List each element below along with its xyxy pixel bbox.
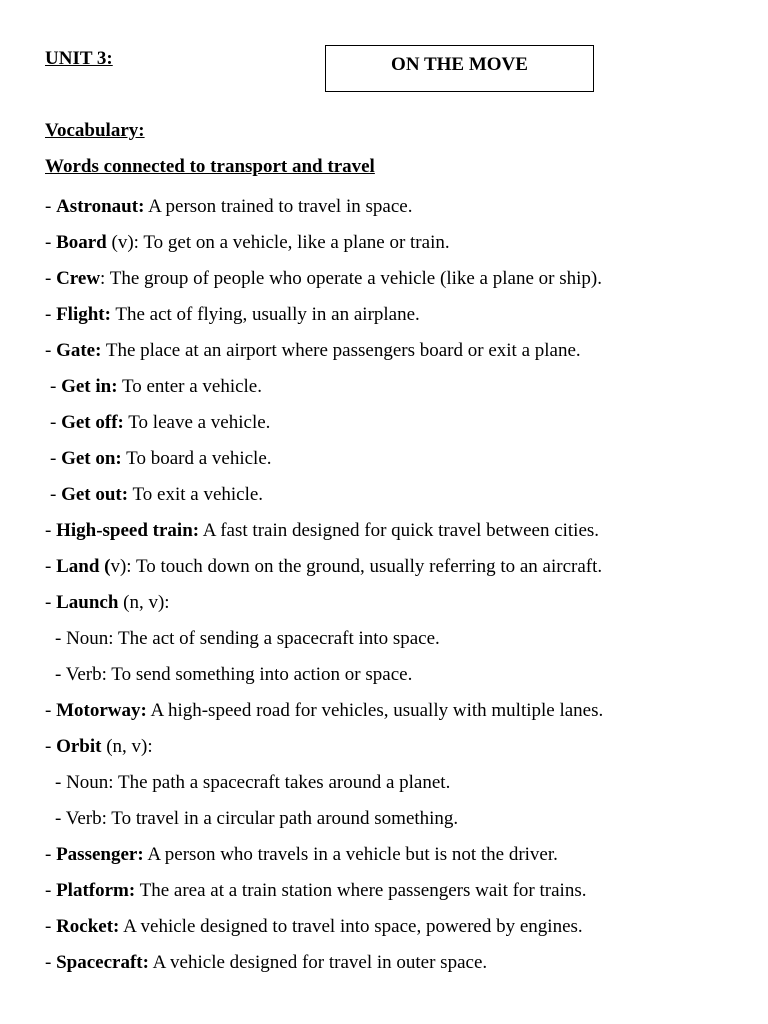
- vocab-subentry: - Noun: The act of sending a spacecraft into space.: [55, 628, 440, 649]
- vocab-entry: - Get on: To board a vehicle.: [50, 448, 272, 469]
- vocab-definition: Verb: To send something into action or space.: [65, 664, 413, 685]
- vocab-term: Spacecraft:: [56, 952, 149, 973]
- vocab-entry: - Get off: To leave a vehicle.: [50, 412, 271, 433]
- vocab-entry: - Board (v): To get on a vehicle, like a plane or train.: [45, 232, 450, 253]
- vocab-definition: v): To touch down on the ground, usually referring to an aircraft.: [110, 556, 603, 577]
- vocab-entry: - Passenger: A person who travels in a vehicle but is not the driver.: [45, 844, 558, 865]
- unit-label: UNIT 3:: [45, 48, 113, 69]
- vocab-term: Orbit: [56, 736, 102, 757]
- vocab-term: Get out:: [61, 484, 129, 505]
- vocab-term: Platform:: [56, 880, 136, 901]
- vocab-term: Gate:: [56, 340, 102, 361]
- section-heading: Vocabulary:: [45, 120, 145, 141]
- vocab-entry: - Platform: The area at a train station where passengers wait for trains.: [45, 880, 587, 901]
- vocab-entry: - Get out: To exit a vehicle.: [50, 484, 264, 505]
- vocab-entry: - Flight: The act of flying, usually in an airplane.: [45, 304, 420, 325]
- vocab-term: High-speed train:: [56, 520, 200, 541]
- vocab-term: Astronaut:: [56, 196, 145, 217]
- vocabulary-list: [45, 189, 745, 981]
- vocab-entry: - Gate: The place at an airport where passengers board or exit a plane.: [45, 340, 581, 361]
- vocab-definition: To board a vehicle.: [121, 448, 272, 469]
- vocab-term: Get on:: [61, 448, 122, 469]
- vocab-term: Board: [56, 232, 112, 253]
- vocab-entry: - Crew: The group of people who operate a vehicle (like a plane or ship).: [45, 268, 602, 289]
- vocab-term: Rocket:: [56, 916, 120, 937]
- vocab-entry: - Astronaut: A person trained to travel in space.: [45, 196, 413, 217]
- vocab-term: Crew: [56, 268, 101, 289]
- vocab-term: Get in:: [61, 376, 118, 397]
- vocab-subentry: - Verb: To travel in a circular path around something.: [55, 808, 459, 829]
- vocab-definition: : The group of people who operate a vehicle (like a plane or ship).: [100, 268, 602, 289]
- vocab-definition: Verb: To travel in a circular path around something.: [65, 808, 459, 829]
- vocab-entry: - Launch (n, v):: [45, 592, 170, 613]
- vocab-subentry: - Noun: The path a spacecraft takes around a planet.: [55, 772, 451, 793]
- vocab-term: Motorway:: [56, 700, 147, 721]
- vocab-definition: A person trained to travel in space.: [144, 196, 413, 217]
- vocab-definition: A high-speed road for vehicles, usually with multiple lanes.: [146, 700, 604, 721]
- vocab-term: Flight:: [56, 304, 111, 325]
- vocab-definition: A vehicle designed to travel into space, powered by engines.: [119, 916, 583, 937]
- unit-title: ON THE MOVE: [391, 54, 528, 75]
- vocab-entry: - Spacecraft: A vehicle designed for travel in outer space.: [45, 952, 488, 973]
- vocab-term: Get off:: [61, 412, 124, 433]
- vocab-entry: - High-speed train: A fast train designed for quick travel between cities.: [45, 520, 600, 541]
- vocab-entry: - Motorway: A high-speed road for vehicles, usually with multiple lanes.: [45, 700, 604, 721]
- vocab-definition: (n, v):: [101, 736, 153, 757]
- vocab-term: Launch: [56, 592, 119, 613]
- vocab-definition: (v): To get on a vehicle, like a plane or train.: [111, 232, 450, 253]
- vocab-definition: To exit a vehicle.: [128, 484, 264, 505]
- vocab-definition: To leave a vehicle.: [123, 412, 271, 433]
- vocab-entry: - Orbit (n, v):: [45, 736, 153, 757]
- vocab-entry: - Land (v): To touch down on the ground, usually referring to an aircraft.: [45, 556, 603, 577]
- vocabulary-subheading: Words connected to transport and travel: [45, 156, 375, 177]
- vocab-definition: (n, v):: [118, 592, 170, 613]
- vocab-term: Passenger:: [56, 844, 144, 865]
- vocab-subentry: - Verb: To send something into action or space.: [55, 664, 413, 685]
- unit-title-box: [325, 45, 594, 92]
- vocab-definition: Noun: The act of sending a spacecraft into space.: [66, 628, 440, 649]
- vocab-definition: A vehicle designed for travel in outer space.: [148, 952, 488, 973]
- vocab-definition: Noun: The path a spacecraft takes around a planet.: [66, 772, 451, 793]
- vocab-entry: - Rocket: A vehicle designed to travel into space, powered by engines.: [45, 916, 583, 937]
- vocab-definition: The act of flying, usually in an airplane.: [110, 304, 420, 325]
- vocab-definition: A person who travels in a vehicle but is not the driver.: [143, 844, 558, 865]
- vocab-definition: To enter a vehicle.: [117, 376, 262, 397]
- vocab-definition: A fast train designed for quick travel between cities.: [199, 520, 600, 541]
- vocab-entry: - Get in: To enter a vehicle.: [50, 376, 262, 397]
- vocab-definition: The area at a train station where passengers wait for trains.: [135, 880, 587, 901]
- vocab-term: Land (: [56, 556, 111, 577]
- vocab-definition: The place at an airport where passengers board or exit a plane.: [101, 340, 581, 361]
